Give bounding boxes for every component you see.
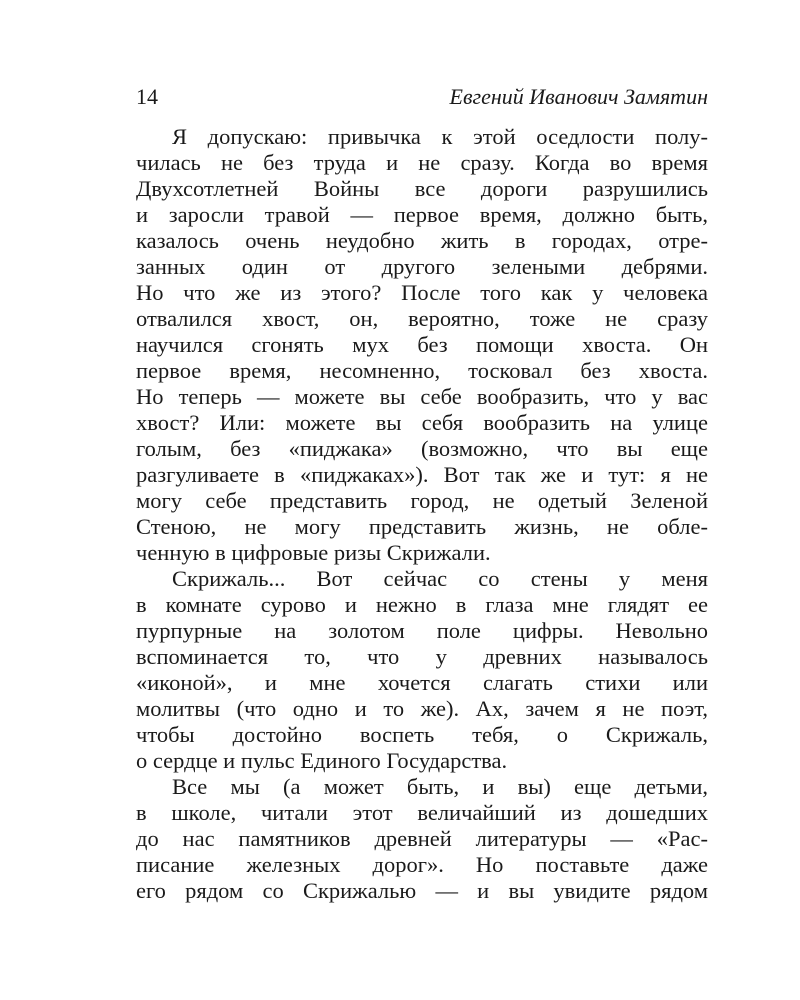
text-line: Я допускаю: привычка к этой оседлости полу- xyxy=(172,124,708,149)
page-number: 14 xyxy=(136,84,158,109)
text-line: научился сгонять мух без помощи хвоста. Он xyxy=(136,332,708,357)
text-line: Но теперь — можете вы себе вообразить, что у вас xyxy=(136,384,708,409)
text-line: занных один от другого зелеными дебрями. xyxy=(136,254,708,279)
paragraph xyxy=(136,774,708,904)
text-line: Скрижаль... Вот сейчас со стены у меня xyxy=(172,566,708,591)
text-line: вспоминается то, что у древних называлось xyxy=(136,644,708,669)
text-line: его рядом со Скрижалью — и вы увидите рядом xyxy=(136,878,708,903)
text-line: Стеною, не могу представить жизнь, не обле- xyxy=(136,514,708,539)
text-line: писание железных дорог». Но поставьте даже xyxy=(136,852,708,877)
text-line: «иконой», и мне хочется слагать стихи или xyxy=(136,670,708,695)
text-line: чилась не без труда и не сразу. Когда во время xyxy=(136,150,708,175)
text-line: Двухсотлетней Войны все дороги разрушились xyxy=(136,176,708,201)
running-head xyxy=(136,84,708,116)
body-text xyxy=(136,124,708,904)
text-line: ченную в цифровые ризы Скрижали. xyxy=(136,540,491,565)
text-line: могу себе представить город, не одетый Зеленой xyxy=(136,488,708,513)
text-line: первое время, несомненно, тосковал без хвоста. xyxy=(136,358,708,383)
paragraph xyxy=(136,124,708,566)
text-line: до нас памятников древней литературы — «Рас- xyxy=(136,826,708,851)
text-line: и заросли травой — первое время, должно быть, xyxy=(136,202,708,227)
text-line: разгуливаете в «пиджаках»). Вот так же и тут: я не xyxy=(136,462,708,487)
text-line: отвалился хвост, он, вероятно, тоже не сразу xyxy=(136,306,708,331)
text-line: казалось очень неудобно жить в городах, отре- xyxy=(136,228,708,253)
header-author-title: Евгений Иванович Замятин xyxy=(449,84,708,109)
text-line: в комнате сурово и нежно в глаза мне глядят ее xyxy=(136,592,708,617)
text-line: в школе, читали этот величайший из дошедших xyxy=(136,800,708,825)
paragraph xyxy=(136,566,708,774)
text-line: чтобы достойно воспеть тебя, о Скрижаль, xyxy=(136,722,708,747)
text-line: голым, без «пиджака» (возможно, что вы еще xyxy=(136,436,708,461)
text-line: пурпурные на золотом поле цифры. Невольно xyxy=(136,618,708,643)
book-page xyxy=(136,84,708,904)
text-line: о сердце и пульс Единого Государства. xyxy=(136,748,508,773)
text-line: Все мы (а может быть, и вы) еще детьми, xyxy=(172,774,708,799)
text-line: Но что же из этого? После того как у человека xyxy=(136,280,708,305)
text-line: молитвы (что одно и то же). Ах, зачем я не поэт, xyxy=(136,696,708,721)
text-line: хвост? Или: можете вы себя вообразить на улице xyxy=(136,410,708,435)
